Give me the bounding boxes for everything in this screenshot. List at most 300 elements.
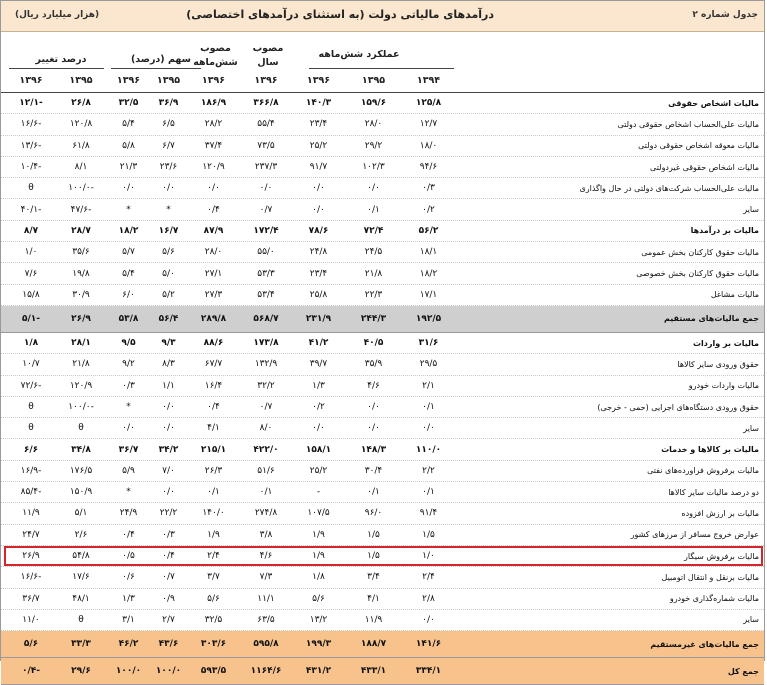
table-cell: ۵/۰	[162, 268, 175, 279]
table-cell: ۵۵/۴	[257, 119, 275, 130]
table-cell: ۲۷/۱	[204, 268, 223, 279]
table-cell: ۰/۰	[122, 183, 135, 194]
table-cell: ۳۶/۷	[22, 593, 40, 604]
table-cell: ۰/۱	[207, 487, 220, 498]
table-cell: ۳۶۶/۸	[253, 98, 279, 109]
table-cell: ۰/۰	[207, 183, 220, 194]
table-cell: ۱/۹	[312, 529, 325, 540]
year-header: ۱۳۹۶	[116, 75, 141, 86]
table-cell: ۷/۳	[259, 572, 273, 583]
table-cell: ۱۶/۴	[204, 380, 223, 391]
table-cell: ۸/۷	[23, 225, 39, 236]
table-cell: ۱۶/۷	[158, 225, 179, 236]
table-cell: ۱۴۱/۶	[415, 639, 442, 650]
table-cell: ۰/۷	[162, 572, 175, 583]
table-cell: ۰/۴	[207, 402, 220, 412]
table-cell: ۱/۹	[207, 529, 220, 540]
table-cell: ۱/۳	[122, 593, 135, 604]
table-cell: -۱۰۰/۰	[68, 402, 94, 412]
table-row	[1, 199, 764, 220]
table-cell: ۲/۸	[422, 593, 435, 604]
table-cell: ۲۱۵/۱	[200, 444, 227, 455]
table-cell: ۲۴/۵	[364, 247, 383, 258]
row-label: مالیات اشخاص حقوقی غیردولتی	[650, 162, 759, 172]
row-label: مالیات بر درآمدها	[690, 226, 759, 236]
table-cell: ۳۲/۵	[204, 614, 223, 625]
table-cell: ۱۹۲/۵	[415, 313, 442, 324]
table-cell: ۱۰۰/۰	[115, 666, 142, 677]
table-cell: ۳۲/۲	[257, 380, 275, 391]
table-cell: ۴۰/۵	[363, 338, 384, 349]
table-cell: ۰/۳	[122, 380, 135, 391]
table-cell: ۱۲۵/۸	[415, 98, 442, 109]
table-cell: ۴/۶	[259, 551, 273, 562]
table-cell: ۱۸۶/۹	[200, 98, 227, 109]
table-cell: ۳۵/۹	[364, 359, 383, 370]
table-cell: ۴/۱	[367, 593, 380, 604]
table-cell: ۹۱/۴	[419, 508, 438, 519]
row-label: حقوق ورودی دستگاه‌های اجرایی (حمی - خرجی)	[597, 402, 759, 412]
table-title: درآمدهای مالیاتی دولت (به استثنای درآمدهای اختصاصی)	[186, 8, 494, 21]
table-cell: ۹۶/۰	[364, 508, 383, 519]
row-label: سایر	[743, 205, 759, 215]
table-cell: ۲۳۷/۳	[254, 162, 278, 173]
table-cell: ۶/۷	[162, 140, 175, 151]
table-cell: ۵/۶	[207, 593, 220, 604]
table-cell: ۲۷۴/۸	[254, 508, 278, 519]
table-cell: ۴۱/۲	[308, 338, 329, 349]
table-row	[1, 157, 764, 178]
table-cell: ۰/۹	[162, 593, 175, 604]
approved-year-label-1: مصوب	[252, 43, 284, 54]
table-cell: ۴۸/۱	[72, 593, 90, 604]
table-cell: ۷۳/۵	[257, 140, 275, 151]
table-cell: ۱۸۸/۷	[360, 639, 387, 650]
table-cell: ۰/۱	[367, 204, 380, 215]
table-cell: θ	[28, 402, 34, 412]
row-label: مالیات مشاغل	[710, 290, 759, 300]
table-cell: ۰/۷	[259, 402, 273, 412]
table-row	[1, 631, 764, 658]
table-cell: ۴۶/۲	[118, 639, 139, 650]
table-cell: ۵۶/۴	[158, 313, 179, 324]
year-header: ۱۳۹۶	[19, 75, 43, 86]
table-cell: ۵/۶	[162, 247, 175, 258]
table-cell: ۲۵/۸	[309, 289, 328, 300]
table-cell: ۰/۵	[122, 551, 135, 562]
table-cell: ۳۵/۶	[72, 247, 90, 258]
approved-year-label-2: سال	[257, 57, 279, 68]
table-cell: ۷۲/۴	[363, 225, 384, 236]
table-cell: θ	[28, 423, 34, 434]
table-body	[1, 93, 764, 685]
table-cell: ۷/۶	[24, 268, 38, 279]
table-cell: ۴۳/۶	[158, 639, 179, 650]
table-cell: ۱۳۲/۹	[254, 359, 278, 370]
row-label: مالیات برنقل و انتقال اتومبیل	[661, 572, 759, 582]
table-cell: ۲۴/۷	[22, 529, 40, 540]
table-cell: ۰/۰	[422, 614, 435, 625]
row-label: مالیات معوقه اشخاص حقوقی دولتی	[638, 141, 759, 151]
table-cell: ۱۸/۲	[419, 268, 438, 279]
table-row	[1, 306, 764, 333]
table-cell: ۲۳/۶	[159, 162, 178, 173]
row-label: مالیات علی‌الحساب شرکت‌های دولتی در حال واگذاری	[579, 183, 759, 193]
table-cell: -۱۳/۶	[20, 140, 42, 151]
table-cell: ۲۴/۹	[119, 508, 138, 519]
approved-half-label-1: مصوب	[200, 43, 231, 54]
table-cell: ۲۸۹/۸	[200, 313, 227, 324]
table-cell: ۰/۰	[312, 204, 325, 215]
table-cell: ۸/۳	[162, 359, 175, 370]
table-cell: ۱۱۰/۰	[415, 444, 442, 455]
table-cell: ۳۱/۶	[418, 338, 439, 349]
table-cell: -۱۶/۶	[20, 119, 42, 130]
table-cell: ۲/۴	[207, 551, 220, 562]
table-cell: ۰/۰	[312, 423, 325, 434]
table-cell: ۵۴/۸	[72, 551, 90, 562]
row-label: حقوق ورودی سایر کالاها	[677, 359, 759, 369]
table-cell: ۲۱/۳	[119, 162, 138, 173]
table-row	[1, 333, 764, 354]
table-cell: ۵۹۳/۵	[200, 666, 227, 677]
row-label: دو درصد مالیات سایر کالاها	[668, 487, 759, 497]
table-cell: ۱۰۷/۵	[307, 508, 330, 519]
table-cell: ۵۶۸/۷	[253, 313, 279, 324]
table-cell: ۱/۹	[312, 551, 325, 562]
table-row	[1, 589, 764, 610]
table-row	[1, 418, 764, 439]
approved-half-label-2: شش‌ماهه	[193, 57, 238, 68]
row-label: مالیات علی‌الحساب اشخاص حقوقی دولتی	[617, 119, 759, 129]
table-cell: ۵۵/۰	[257, 247, 275, 258]
table-cell: *	[126, 487, 131, 498]
table-cell: ۱/۸	[23, 338, 39, 349]
table-cell: ۱/۳	[312, 380, 325, 391]
table-cell: ۸۸/۶	[203, 338, 224, 349]
table-cell: ۱۱/۱	[257, 593, 275, 604]
table-cell: ۱/۸	[312, 572, 325, 583]
table-cell: ۲۶/۹	[71, 313, 91, 324]
row-label: مالیات شماره‌گذاری خودرو	[669, 594, 759, 604]
table-cell: ۲/۱	[422, 380, 435, 391]
table-cell: ۰/۰	[162, 423, 175, 434]
table-cell: ۳۲/۵	[118, 98, 139, 109]
table-cell: ۳/۷	[207, 572, 220, 583]
year-header: ۱۳۹۴	[416, 75, 441, 86]
table-cell: ۲/۴	[422, 572, 435, 583]
table-cell: ۵/۱	[74, 508, 88, 519]
table-cell: ۱۹/۸	[72, 268, 90, 279]
table-cell: ۵/۶	[312, 593, 325, 604]
table-cell: ۰/۲	[422, 204, 435, 215]
table-number: جدول شماره ۲	[692, 10, 758, 20]
table-cell: ۵/۴	[122, 268, 135, 279]
table-cell: ۵۹۵/۸	[253, 639, 279, 650]
table-cell: ۲۹/۶	[71, 666, 91, 677]
table-cell: ۹۴/۶	[419, 162, 438, 173]
table-row	[1, 658, 764, 685]
table-cell: ۳۷/۴	[204, 140, 223, 151]
table-cell: ۲۸/۱	[71, 338, 91, 349]
table-cell: ۳۴/۸	[71, 444, 91, 455]
table-cell: ۵۳/۸	[118, 313, 139, 324]
table-cell: ۷/۰	[162, 465, 175, 476]
table-cell: ۱۹۹/۳	[305, 639, 332, 650]
table-row	[1, 525, 764, 546]
table-cell: ۰/۰	[367, 423, 380, 434]
table-cell: ۰/۰	[312, 183, 325, 194]
table-row	[1, 546, 764, 567]
table-cell: -۷۲/۶	[20, 380, 42, 391]
row-label: مالیات بر واردات	[692, 338, 759, 348]
table-cell: ۷۸/۶	[308, 225, 329, 236]
table-cell: ۵۱/۶	[257, 465, 275, 476]
table-row	[1, 354, 764, 375]
table-cell: ۳۹/۷	[309, 359, 328, 370]
row-label: جمع کل	[727, 666, 759, 676]
table-cell: ۳/۱	[122, 614, 135, 625]
table-cell: ۱۲۰/۸	[69, 119, 93, 130]
table-cell: ۰/۲	[312, 402, 325, 412]
table-cell: ۱۲۰/۹	[202, 162, 225, 173]
table-cell: -۴۰/۱	[20, 204, 42, 215]
table-cell: ۲۶/۳	[204, 465, 223, 476]
table-cell: ۱۴۸/۳	[360, 444, 387, 455]
table-cell: ۱۵۰/۹	[69, 487, 93, 498]
table-cell: ۶/۰	[122, 289, 135, 300]
table-cell: ۲۸/۷	[71, 225, 91, 236]
table-cell: ۰/۰	[367, 402, 380, 412]
table-cell: ۱۱۶۴/۶	[250, 666, 282, 677]
table-cell: ۶/۵	[162, 119, 175, 130]
table-cell: ۲۳/۴	[309, 119, 328, 130]
table-cell: -	[316, 487, 321, 498]
table-cell: ۳۶/۷	[118, 444, 139, 455]
table-cell: ۰/۰	[122, 423, 135, 434]
table-cell: ۲۸/۲	[204, 119, 223, 130]
table-cell: ۲/۶	[74, 529, 88, 540]
table-cell: ۱۰۲/۳	[362, 162, 385, 173]
table-cell: ۰/۱	[367, 487, 380, 498]
table-cell: ۱/۵	[422, 529, 435, 540]
table-row	[1, 136, 764, 157]
table-cell: ۲۴۴/۳	[360, 313, 387, 324]
table-cell: -۸۵/۴	[20, 487, 42, 498]
table-cell: ۲/۲	[422, 465, 435, 476]
table-cell: ۱/۰	[24, 247, 38, 258]
row-label: مالیات برفروش سیگار	[684, 551, 759, 561]
table-cell: ۲۴/۸	[309, 247, 328, 258]
table-cell: ۱۱/۹	[22, 508, 40, 519]
table-row	[1, 461, 764, 482]
table-cell: ۲۹/۵	[419, 359, 438, 370]
table-cell: θ	[78, 423, 84, 434]
table-row	[1, 610, 764, 631]
table-cell: ۶۳/۵	[257, 614, 275, 625]
table-cell: ۱/۰	[422, 551, 435, 562]
table-cell: ۱۳/۲	[309, 614, 328, 625]
table-cell: ۱۵۹/۶	[360, 98, 387, 109]
row-label: مالیات بر کالاها و خدمات	[661, 445, 759, 455]
table-cell: ۸/۰	[259, 423, 273, 434]
year-header: ۱۳۹۶	[306, 75, 331, 86]
table-cell: ۲۸/۰	[204, 247, 223, 258]
change-group-label: درصد تغییر	[35, 54, 87, 65]
table-cell: ۱۷/۶	[72, 572, 90, 583]
table-row	[1, 567, 764, 588]
table-cell: ۴۳۳/۱	[360, 666, 387, 677]
year-header: ۱۳۹۵	[156, 75, 181, 86]
table-cell: ۱/۱	[162, 380, 175, 391]
year-header: ۱۳۹۵	[69, 75, 93, 86]
table-cell: ۱۷/۱	[419, 289, 438, 300]
table-cell: ۱۴۰/۰	[202, 508, 225, 519]
table-row	[1, 439, 764, 460]
unit-label: (هزار میلیارد ریال)	[15, 10, 100, 20]
table-cell: -۱۰۰/۰	[68, 183, 94, 194]
table-cell: ۲۸/۰	[364, 119, 383, 130]
table-cell: -۱۰/۴	[20, 162, 42, 173]
table-cell: ۰/۰	[259, 183, 273, 194]
table-cell: ۸۷/۹	[203, 225, 224, 236]
table-cell: ۶۱/۸	[72, 140, 90, 151]
table-cell: ۵/۷	[122, 247, 135, 258]
table-row	[1, 178, 764, 199]
table-cell: ۵/۴	[122, 119, 135, 130]
table-cell: ۱۲/۷	[419, 119, 438, 130]
table-cell: -۰/۴	[21, 666, 41, 677]
table-cell: ۴/۶	[367, 380, 380, 391]
table-cell: ۱/۵	[367, 529, 380, 540]
table-cell: ۰/۳	[422, 183, 435, 194]
table-cell: ۳۳/۳	[71, 639, 91, 650]
table-cell: ۰/۴	[207, 204, 220, 215]
table-cell: ۶/۶	[23, 444, 39, 455]
table-cell: ۱۸/۱	[419, 247, 438, 258]
table-cell: -۵/۱	[21, 313, 41, 324]
table-row	[1, 114, 764, 135]
table-cell: ۹/۳	[161, 338, 176, 349]
table-cell: ۳۰/۴	[364, 465, 383, 476]
table-cell: ۲۲/۲	[159, 508, 178, 519]
table-row	[1, 93, 764, 114]
table-cell: ۰/۰	[162, 402, 175, 412]
table-row	[1, 376, 764, 397]
table-cell: ۱۲۰/۹	[69, 380, 93, 391]
table-cell: ۰/۱	[259, 487, 273, 498]
table-cell: ۶۷/۷	[204, 359, 223, 370]
table-cell: ۰/۶	[122, 572, 135, 583]
table-row	[1, 503, 764, 524]
table-cell: ۹/۵	[121, 338, 136, 349]
table-row	[1, 285, 764, 306]
table-cell: ۳۶/۹	[158, 98, 179, 109]
table-row	[1, 221, 764, 242]
row-label: مالیات حقوق کارکنان بخش خصوصی	[636, 269, 759, 279]
table-cell: ۰/۱	[422, 487, 435, 498]
table-cell: ۵/۲	[162, 289, 175, 300]
table-cell: ۱۱/۹	[364, 614, 383, 625]
table-cell: θ	[28, 183, 34, 194]
table-cell: ۳/۸	[259, 529, 273, 540]
table-row	[1, 263, 764, 284]
table-cell: ۰/۰	[422, 423, 435, 434]
table-cell: *	[126, 402, 131, 412]
row-label: عوارض خروج مسافر از مرزهای کشور	[630, 530, 759, 540]
year-header: ۱۳۹۶	[201, 75, 226, 86]
table-cell: ۱۷۲/۴	[253, 225, 279, 236]
column-header	[1, 31, 764, 93]
table-cell: *	[166, 204, 171, 215]
table-cell: -۴۷/۶	[70, 204, 92, 215]
table-cell: ۲۱/۸	[72, 359, 90, 370]
table-cell: ۰/۰	[162, 487, 175, 498]
table-cell: ۲۷/۳	[204, 289, 223, 300]
table-cell: ۵/۶	[23, 639, 39, 650]
table-cell: ۳۴/۲	[158, 444, 179, 455]
table-cell: ۲۳/۴	[309, 268, 328, 279]
table-cell: ۳۳۴/۱	[415, 666, 442, 677]
performance-group-label: عملکرد شش‌ماهه	[318, 49, 400, 60]
table-cell: ۱۰/۷	[22, 359, 40, 370]
table-title-bar	[1, 1, 764, 32]
table-row	[1, 242, 764, 263]
table-cell: ۸/۱	[74, 162, 88, 173]
table-cell: ۴/۱	[207, 423, 220, 434]
table-cell: ۰/۴	[162, 551, 175, 562]
table-cell: ۲۶/۸	[71, 98, 91, 109]
row-label: جمع مالیات‌های مستقیم	[664, 314, 759, 324]
table-cell: ۵۶/۲	[418, 225, 439, 236]
table-cell: ۱۱/۰	[22, 614, 40, 625]
table-cell: ۵۳/۳	[257, 268, 275, 279]
table-cell: ۰/۳	[162, 529, 175, 540]
table-cell: ۴۳۱/۲	[305, 666, 332, 677]
table-cell: ۲/۷	[162, 614, 175, 625]
table-cell: ۱۵/۸	[22, 289, 40, 300]
table-cell: -۱۶/۶	[20, 572, 42, 583]
table-cell: ۲۱/۸	[364, 268, 383, 279]
row-label: مالیات بر ارزش افزوده	[681, 508, 759, 518]
table-cell: *	[126, 204, 131, 215]
table-cell: ۲۳۱/۹	[305, 313, 332, 324]
table-cell: ۰/۰	[162, 183, 175, 194]
year-header: ۱۳۹۵	[361, 75, 386, 86]
table-cell: ۲۶/۹	[22, 551, 40, 562]
table-cell: -۱۲/۱	[19, 98, 43, 109]
row-label: جمع مالیات‌های غیرمستقیم	[650, 639, 759, 649]
table-cell: ۴۲۲/۰	[253, 444, 279, 455]
table-cell: ۳/۴	[367, 572, 380, 583]
table-cell: ۲۲/۳	[364, 289, 383, 300]
table-cell: ۰/۰	[367, 183, 380, 194]
table-cell: ۲۹/۲	[364, 140, 383, 151]
year-header: ۱۳۹۶	[254, 75, 278, 86]
table-cell: ۵/۹	[122, 465, 135, 476]
table-cell: ۹/۲	[122, 359, 135, 370]
row-label: مالیات برفروش فراورده‌های نفتی	[647, 466, 759, 476]
table-cell: ۵۳/۴	[257, 289, 275, 300]
table-row	[1, 482, 764, 503]
table-cell: -۱۶/۹	[20, 465, 42, 476]
share-group-label: سهم (درصد)	[130, 54, 192, 65]
row-label: مالیات واردات خودرو	[688, 381, 759, 391]
table-cell: ۲۵/۲	[309, 465, 328, 476]
table-cell: ۱۸/۲	[118, 225, 139, 236]
row-label: سایر	[743, 423, 759, 433]
table-cell: ۱۷۶/۵	[69, 465, 93, 476]
